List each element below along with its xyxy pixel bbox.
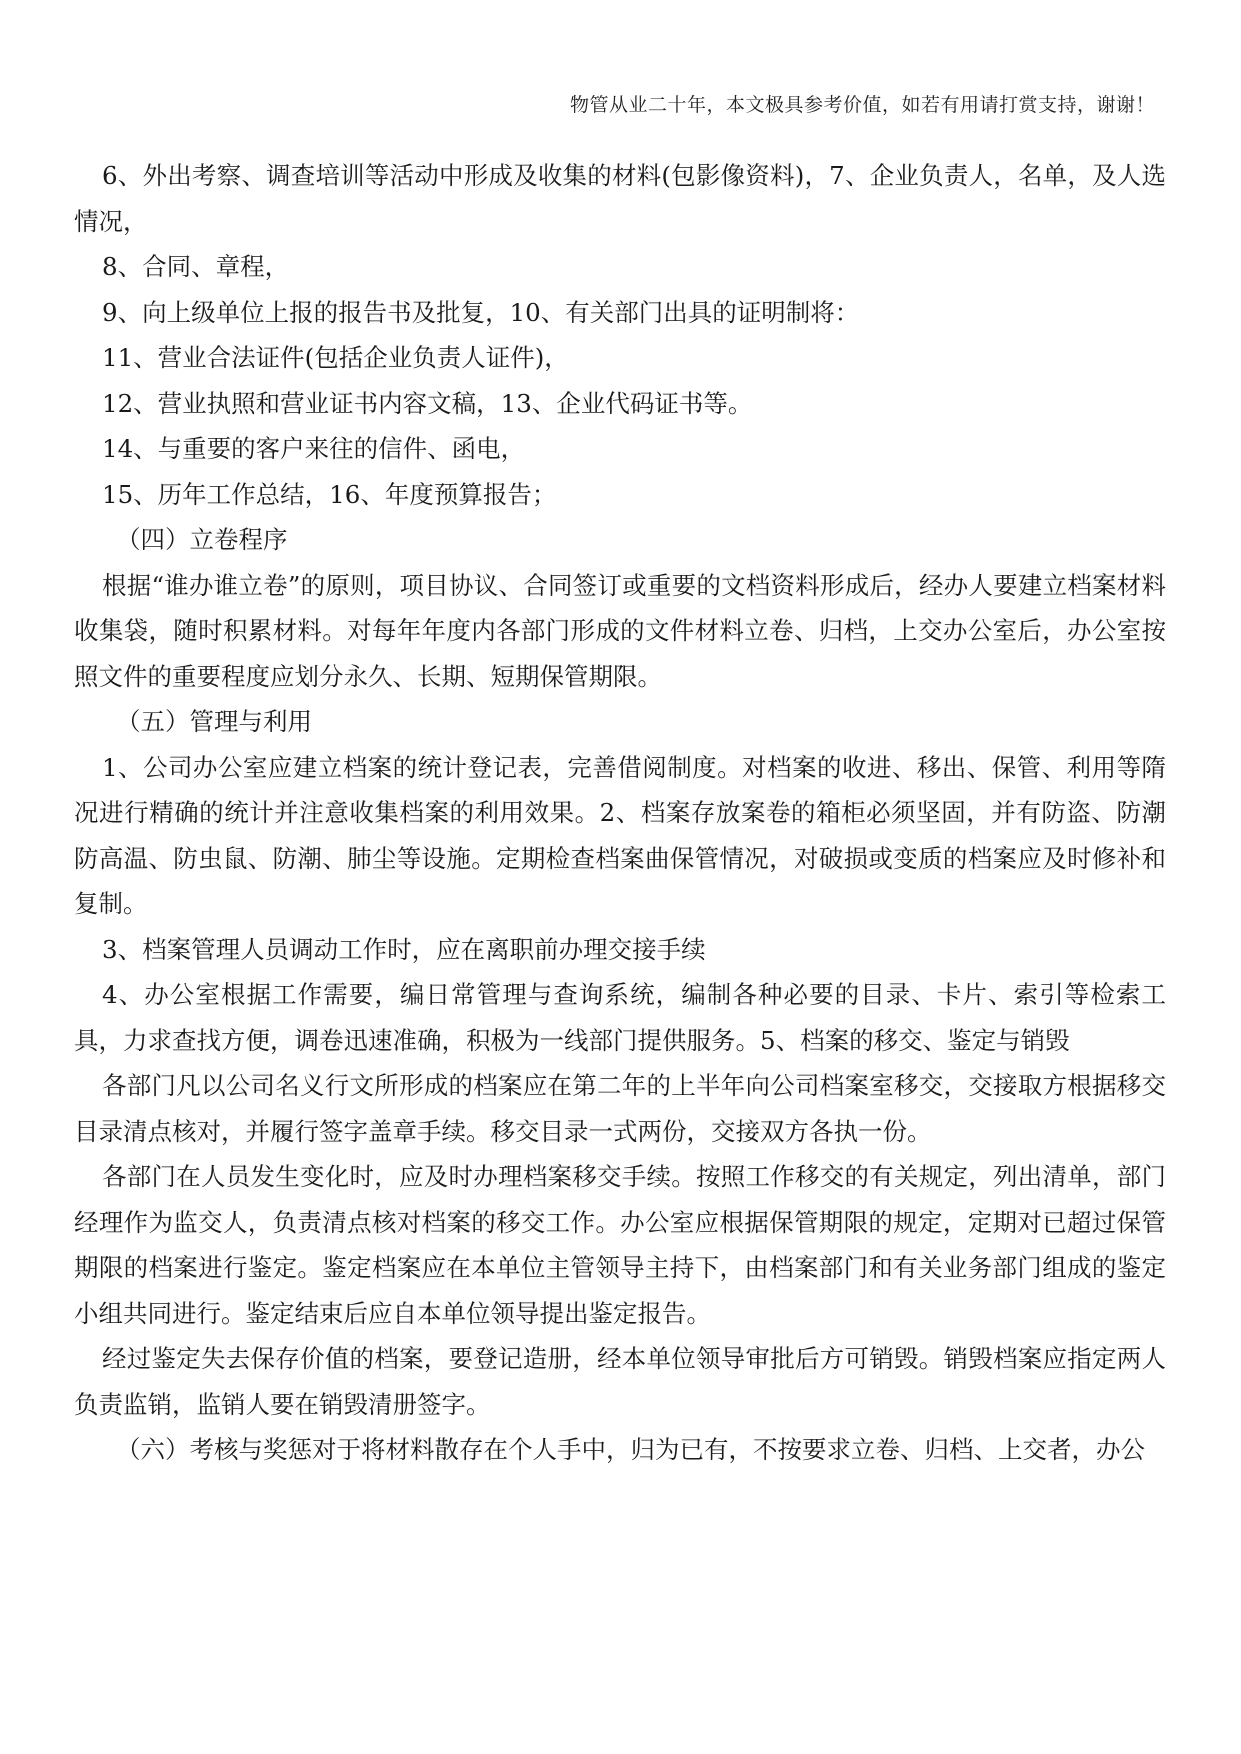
paragraph: 15、历年工作总结，16、年度预算报告； [102, 479, 557, 509]
paragraph: 经过鉴定失去保存价值的档案，要登记造册，经本单位领导审批后方可销毁。销毁档案应指定两人负责监销，监销人要在销毁清册签字。 [74, 1344, 1166, 1419]
paragraph: 12、营业执照和营业证书内容文稿，13、企业代码证书等。 [102, 388, 753, 418]
paragraph: 8、合同、章程， [102, 252, 290, 281]
paragraph: 3、档案管理人员调动工作时，应在离职前办理交接手续 [102, 934, 706, 964]
document-body [74, 153, 1166, 1473]
paragraph: 6、外出考察、调查培训等活动中形成及收集的材料(包影像资料)，7、企业负责人，名单，及人选情况， [74, 161, 1166, 236]
paragraph: 11、营业合法证件(包括企业负责人证件)， [102, 343, 569, 372]
section-heading: （四）立卷程序 [116, 525, 288, 554]
paragraph: 各部门在人员发生变化时，应及时办理档案移交手续。按照工作移交的有关规定，列出清单，部门经理作为监交人，负责清点核对档案的移交工作。办公室应根据保管期限的规定，定期对已超过保管期限的档案进行鉴定。鉴定档案应在本单位主管领导主持下，由档案部门和有关业务部门组成的鉴定小组共同进行。鉴定结束后应自本单位领导提出鉴定报告。 [74, 1162, 1166, 1328]
paragraph: 9、向上级单位上报的报告书及批复，10、有关部门出具的证明制将： [102, 297, 860, 327]
paragraph: 根据“谁办谁立卷”的原则，项目协议、合同签订或重要的文档资料形成后，经办人要建立档案材料收集袋，随时积累材料。对每年年度内各部门形成的文件材料立卷、归档，上交办公室后，办公室按照文件的重要程度应划分永久、长期、短期保管期限。 [74, 570, 1166, 691]
paragraph: 14、与重要的客户来往的信件、函电， [102, 434, 526, 463]
header-note: 物管从业二十年，本文极具参考价值，如若有用请打赏支持，谢谢！ [569, 94, 1155, 116]
paragraph: 4、办公室根据工作需要，编日常管理与查询系统，编制各种必要的目录、卡片、索引等检索工具，力求查找方便，调卷迅速准确，积极为一线部门提供服务。5、档案的移交、鉴定与销毁 [74, 980, 1166, 1055]
section-heading: （五）管理与利用 [116, 707, 312, 736]
section-heading: （六）考核与奖惩对于将材料散存在个人手中，归为已有，不按要求立卷、归档、上交者，办公 [116, 1435, 1145, 1464]
paragraph: 1、公司办公室应建立档案的统计登记表，完善借阅制度。对档案的收进、移出、保管、利用等隋况进行精确的统计并注意收集档案的利用效果。2、档案存放案卷的箱柜必须坚固，并有防盗、防潮防高温、防虫鼠、防潮、肺尘等设施。定期检查档案曲保管情况，对破损或变质的档案应及时修补和复制。 [74, 752, 1166, 918]
paragraph: 各部门凡以公司名义行文所形成的档案应在第二年的上半年向公司档案室移交，交接取方根据移交目录清点核对，并履行签字盖章手续。移交目录一式两份，交接双方各执一份。 [74, 1071, 1166, 1146]
